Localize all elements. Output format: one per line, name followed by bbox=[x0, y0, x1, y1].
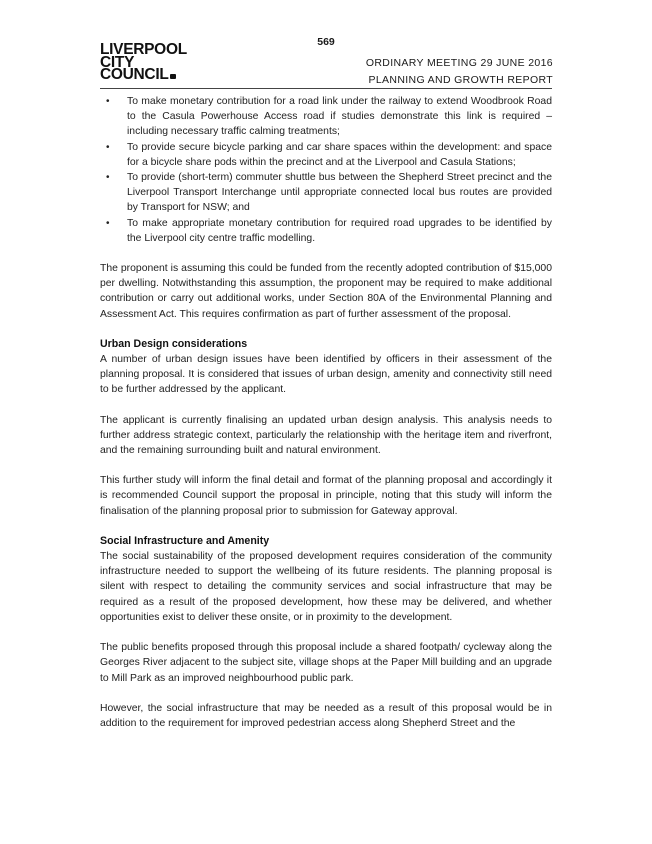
list-item-text: To make appropriate monetary contribution for required road upgrades to be identified by the Liverpool city centre traffic modelling. bbox=[127, 217, 552, 244]
list-item-text: To provide secure bicycle parking and car share spaces within the development: and space for a bicycle share pods within the precinct and at the Liverpool and Casula Stations; bbox=[127, 141, 552, 168]
logo-line-liverpool: LIVERPOOL bbox=[100, 41, 187, 58]
report-title: PLANNING AND GROWTH REPORT bbox=[368, 74, 553, 86]
paragraph-social-1: The social sustainability of the proposed development requires consideration of the community infrastructure needed to support the wellbeing of its future residents. The planning proposal is silent with respect to detailing the community services and social infrastructure that may be required as a result of the proposed development, how these may be delivered, and whether opportunities exist to deliver these onsite, or in proximity to the development. bbox=[100, 551, 552, 623]
logo-mark-icon bbox=[170, 74, 176, 79]
bullet-list bbox=[100, 94, 552, 246]
document-body bbox=[100, 94, 552, 731]
header-divider bbox=[100, 88, 552, 89]
bullet-icon: • bbox=[106, 172, 110, 184]
meeting-title: ORDINARY MEETING 29 JUNE 2016 bbox=[365, 57, 553, 69]
council-logo bbox=[100, 41, 187, 83]
list-item bbox=[100, 94, 552, 140]
list-item-text: To make monetary contribution for a road link under the railway to extend Woodbrook Road to the Casula Powerhouse Access road if studies demonstrate this link is required – including necessary traffic calming treatments; bbox=[127, 96, 552, 138]
page-number: 569 bbox=[317, 36, 335, 48]
logo-line-city: CITY bbox=[100, 53, 135, 71]
report-header bbox=[366, 55, 553, 89]
paragraph-social-2: The public benefits proposed through this proposal include a shared footpath/ cycleway along the Georges River adjacent to the subject site, village shops at the Paper Mill building and an upgrade to Mill Park as an improved neighbourhood public park. bbox=[100, 642, 552, 684]
paragraph-urban-design-1: A number of urban design issues have been identified by officers in their assessment of the planning proposal. It is considered that issues of urban design, amenity and connectivity still need to be further addressed by the applicant. bbox=[100, 354, 552, 396]
bullet-icon: • bbox=[106, 217, 110, 229]
paragraph-urban-design-2: The applicant is currently finalising an updated urban design analysis. This analysis needs to further address strategic context, particularly the relationship with the heritage item and riverfront, and the remaining surrounding built and natural environment. bbox=[100, 414, 552, 457]
logo-line-council bbox=[100, 66, 187, 83]
list-item bbox=[100, 170, 552, 216]
paragraph-social-3: However, the social infrastructure that may be needed as a result of this proposal would be in addition to the requirement for improved pedestrian access along Shepherd Street and the bbox=[100, 702, 552, 729]
list-item-text: To provide (short-term) commuter shuttle bus between the Shepherd Street precinct and the Liverpool Transport Interchange until appropriate connected local bus routes are provided by Transport for NSW; and bbox=[127, 172, 552, 214]
heading-urban-design: Urban Design considerations bbox=[100, 337, 248, 350]
paragraph-proponent: The proponent is assuming this could be funded from the recently adopted contribution of $15,000 per dwelling. Notwithstanding this assumption, the proponent may be required to make additional contribution or carry out additional works, under Section 80A of the Environmental Planning and Assessment Act. This requires confirmation as part of further assessment of the proposal. bbox=[100, 263, 552, 320]
heading-social-infrastructure: Social Infrastructure and Amenity bbox=[100, 534, 270, 547]
bullet-icon: • bbox=[106, 141, 110, 153]
bullet-icon: • bbox=[106, 96, 110, 107]
list-item bbox=[100, 140, 552, 170]
paragraph-urban-design-3: This further study will inform the final detail and format of the planning proposal and accordingly it is recommended Council support the proposal in principle, noting that this study will inform the finalisation of the planning proposal prior to submission for Gateway approval. bbox=[100, 475, 552, 517]
list-item bbox=[100, 216, 552, 246]
logo-council-text: COUNCIL bbox=[100, 66, 169, 83]
